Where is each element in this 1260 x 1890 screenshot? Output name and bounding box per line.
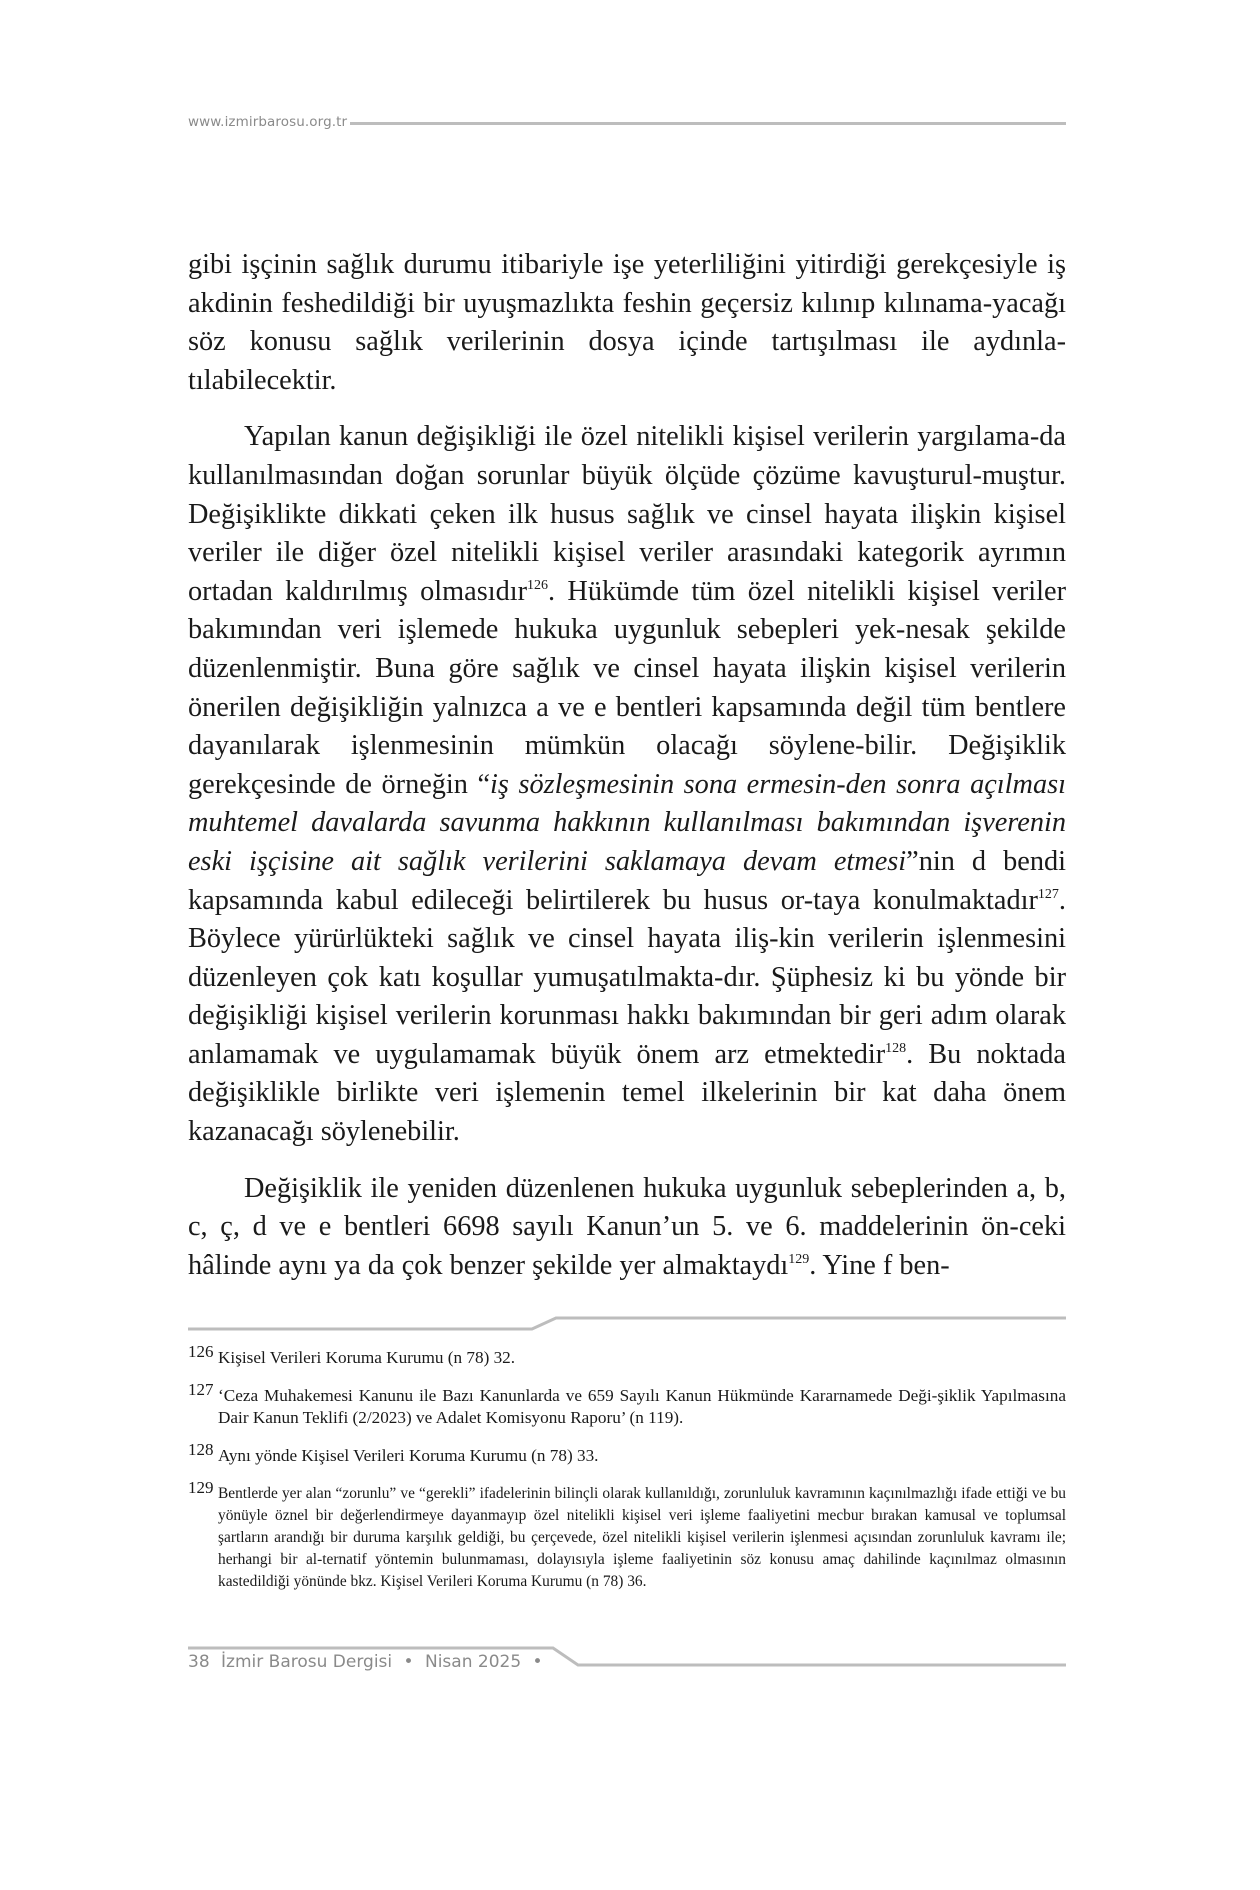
footnote-number: 128 — [188, 1440, 214, 1459]
footnote-ref-128[interactable]: 128 — [885, 1040, 907, 1056]
header-url: www.izmirbarosu.org.tr — [188, 114, 348, 130]
footnote-number: 129 — [188, 1478, 214, 1497]
bullet-separator: • — [532, 1652, 543, 1672]
running-footer — [188, 1652, 549, 1672]
header-rule — [350, 122, 1066, 125]
footnote-text: Aynı yönde Kişisel Verileri Koruma Kurumu (n 78) 33. — [218, 1446, 599, 1465]
journal-title: İzmir Barosu Dergisi — [221, 1652, 393, 1672]
footnote-number: 126 — [188, 1342, 214, 1361]
italic-quote: iş sözleşmesinin sona ermesin-den sonra açılması muhtemel davalarda savunma hakkının kullanılması bakımından işverenin eski işçisine ait sağlık verilerini saklamaya devam etmesi — [188, 768, 1066, 877]
running-header — [188, 112, 1066, 132]
article-body — [188, 246, 1066, 1285]
footnote-ref-126[interactable]: 126 — [527, 577, 549, 593]
footnote-text: Kişisel Verileri Koruma Kurumu (n 78) 32. — [218, 1348, 516, 1367]
footnote-ref-129[interactable]: 129 — [788, 1251, 810, 1267]
footnote-number: 127 — [188, 1380, 214, 1399]
paragraph-3: Değişiklik ile yeniden düzenlenen hukuka uygunluk sebeplerinden a, b, c, ç, d ve e bentleri 6698 sayılı Kanun’un 5. ve 6. maddelerinin ön-ceki hâlinde aynı ya da çok benzer şekilde yer almaktaydı$^{129}$. Yine f ben- — [188, 1172, 1066, 1281]
footnote-128 — [188, 1440, 1066, 1467]
footnote-126 — [188, 1342, 1066, 1369]
footnote-separator-rule — [188, 1318, 1066, 1329]
footnotes — [188, 1342, 1066, 1607]
footnote-text: ‘Ceza Muhakemesi Kanunu ile Bazı Kanunlarda ve 659 Sayılı Kanun Hükmünde Kararnamede Deği-şiklik Yapılmasına Dair Kanun Teklifi (2/2023) ve Adalet Komisyonu Raporu’ (n 119). — [218, 1386, 1066, 1427]
footnote-text: Bentlerde yer alan “zorunlu” ve “gerekli” ifadelerinin bilinçli olarak kullanıldığı, zorunluluk kavramının kaçınılmazlığı ifade ettiği ve bu yönüyle öznel bir değerlendirmeye dayanmayıp özel nitelikli kişisel veri işleme faaliyetini mecbur bırakan kamusal ve toplumsal şartların arandığı bir duruma karşılık geldiği, bu çerçevede, özel nitelikli kişisel verilerin işlenmesi açısından zorunluluk kavramı ile; herhangi bir al-ternatif yöntemin bulunmaması, dolayısıyla işleme faaliyetinin söz konusu amaç dahilinde kaçınılmaz olmasının kastedildiği yönünde bkz. Kişisel Verileri Koruma Kurumu (n 78) 36. — [218, 1485, 1066, 1590]
issue-date: Nisan 2025 — [424, 1652, 522, 1672]
page-number: 38 — [188, 1652, 210, 1672]
footnote-129 — [188, 1478, 1066, 1593]
footnote-127 — [188, 1380, 1066, 1429]
bullet-separator: • — [403, 1652, 414, 1672]
paragraph-2: Yapılan kanun değişikliği ile özel nitelikli kişisel verilerin yargılama-da kullanılmasından doğan sorunlar büyük ölçüde çözüme kavuşturul-muştur. Değişiklikte dikkati çeken ilk husus sağlık ve cinsel hayata ilişkin kişisel veriler ile diğer özel nitelikli kişisel veriler arasındaki kategorik ayrımın ortadan kaldırılmış olmasıdır$^{126}$. Hükümde tüm özel nitelikli kişisel veriler bakımından veri işlemede hukuka uygunluk sebepleri yek-nesak şekilde düzenlenmiştir. Buna göre sağlık ve cinsel hayata ilişkin kişisel verilerin önerilen değişikliğin yalnızca a ve e bentleri kapsamında değil tüm bentlere dayanılarak işlenmesinin mümkün olacağı söylene-bilir. Değişiklik gerekçesinde de örneğin “iş sözleşmesinin sona ermesin-den sonra açılması muhtemel davalarda savunma hakkının kullanılması bakımından işverenin eski işçisine ait sağlık verilerini saklamaya devam etmesi”nin d bendi kapsamında kabul edileceği belirtilerek bu husus or-taya konulmaktadır$^{127}$. Böylece yürürlükteki sağlık ve cinsel hayata iliş-kin verilerin işlenmesini düzenleyen çok katı koşullar yumuşatılmakta-dır. Şüphesiz ki bu yönde bir değişikliği kişisel verilerin korunması hakkı bakımından bir geri adım olarak anlamamak ve uygulamamak büyük önem arz etmektedir$^{128}$. Bu noktada değişiklikle birlikte veri işlemenin temel ilkelerinin bir kat daha önem kazanacağı söylenebilir. — [188, 421, 1067, 1148]
paragraph-1: gibi işçinin sağlık durumu itibariyle işe yeterliliğini yitirdiği gerekçesiyle iş akdinin feshedildiği bir uyuşmazlıkta feshin geçersiz kılınıp kılınama-yacağı söz konusu sağlık verilerinin dosya içinde tartışılması ile aydınla-tılabilecektir. — [188, 249, 1066, 396]
footnote-ref-127[interactable]: 127 — [1037, 886, 1059, 902]
